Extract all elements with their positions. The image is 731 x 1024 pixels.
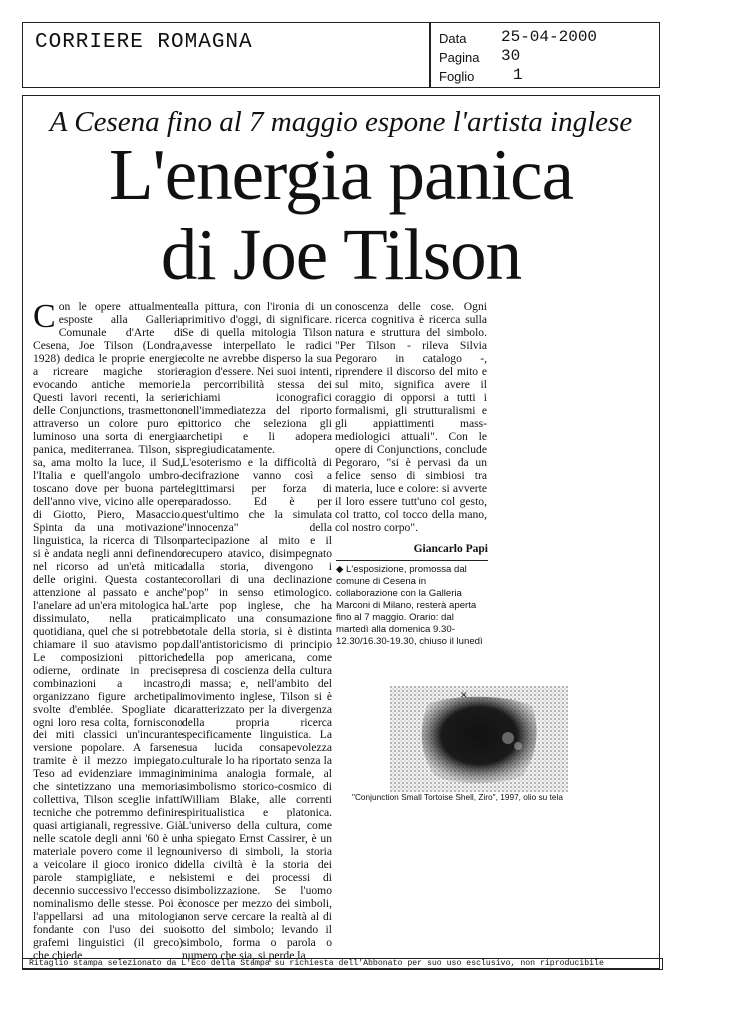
article-title-line2: di Joe Tilson: [160, 214, 522, 295]
date-label: Data: [439, 31, 467, 46]
column-3-text: conoscenza delle cose. Ogni ricerca cognitiva è ricerca sulla natura e struttura del simbolo. "Per Tilson - rileva Silvia Pegoraro in catalogo -, riprendere il discorso del mito e sul mito, significa avere il coraggio di opporsi a tutti i formalismi, gli strutturalismi e gli appiattimenti mass-mediologici attuali". Con le opere di Conjunctions, conclude Pegoraro, "si è pervasi da un felice senso di simbiosi tra materia, luce e colore: si avverte il loro essere tutt'uno col gesto, col tratto, col tocco della mano, col nostro corpo".: [335, 300, 487, 534]
artwork-image: [390, 686, 568, 792]
author-signature: Giancarlo Papi: [413, 543, 488, 555]
clipping-header: [22, 22, 660, 88]
photo-caption: "Conjunction Small Tortoise Shell, Ziro", 1997, olio su tela: [352, 792, 563, 802]
article-column-3: [335, 300, 487, 540]
sheet-label: Foglio: [439, 69, 475, 84]
article-title-line1: L'energia panica: [109, 134, 573, 215]
exhibition-note: ◆ L'esposizione, promossa dal comune di Cesena in collaborazione con la Galleria Marconi di Milano, resterà aperta fino al 7 maggio. Orario: dal martedì alla domenica 9.30-12.30/16.30-19.30, chiuso il lunedì: [336, 564, 483, 647]
column-1-text: on le opere attualmente esposte alla Galleria Comunale d'Arte di Cesena, Joe Tilson (Londra, 1928) dedica le proprie energie a ricreare magiche storie evocando antiche memorie. Questi lavori recenti, la serie delle Conjunctions, trasmettono attraverso un colore puro e luminoso una sorta di energia panica, mediterranea. Tilson, si sa, ama molto la luce, il Sud, l'Italia e quell'angolo umbro-toscano dove per buona parte dell'anno vive, vicino alle opere di Giotto, Piero, Masaccio. Spinta da una motivazione linguistica, la ricerca di Tilson si è andata negli anni definendo nel ricorso ad un'età mitica delle origini. Questa costante attenzione al passato e anche l'anelare ad un'era mitologica ha dissimulato, nella pratica quotidiana, quel che si potrebbe chiamare il suo atavismo pop. Le composizioni pittoriche odierne, ordinate in precise combinazioni a incastro, organizzano figure archetipali svolte d'emblée. Spogliate di ogni loro resa colta, forniscono dei miti classici un'incurante versione popolare. A farsene tramite è il mezzo impiegato. Teso ad evidenziare immagini che sintetizzano una memoria collettiva, Tilson sceglie infatti tecniche che potremmo definire quasi artigianali, regressive. Già nelle scatole degli anni '60 è un materiale povero come il legno a veicolare il gioco ironico di parole stampigliate, e nel decennio successivo l'eccesso di nominalismo delle stesse. Poi è l'appellarsi ad una mitologia fondante con l'uso dei suoi grafemi linguistici (il greco) che chiede: [33, 300, 183, 963]
newspaper-masthead: CORRIERE ROMAGNA: [35, 31, 253, 54]
article-column-2: [182, 300, 332, 963]
sheet-value: 1: [513, 66, 523, 84]
svg-text:✕: ✕: [460, 690, 468, 700]
note-divider: [336, 560, 488, 561]
page-label: Pagina: [439, 50, 480, 65]
article-kicker: A Cesena fino al 7 maggio espone l'artista inglese: [49, 106, 633, 138]
page-value: 30: [501, 47, 521, 65]
column-2-text: alla pittura, con l'ironia di un primitivo d'oggi, di significare. Se di quella mitologia Tilson avesse interpellato le radici colte ne avrebbe disperso la sua ragion d'essere. Nei suoi intenti, la percorribilità stessa dei richiami iconografici nell'immediatezza del riporto pittorico che seleziona gli archetipi e li adopera spregiudicatamente. L'esoterismo e la difficoltà di decifrazione vanno così a legittimarsi per forza di paradosso. Ed è per quest'ultimo che la simulata "innocenza" della partecipazione al mito e il recupero atavico, disimpegnato dalla storia, divengono i corollari di una declinazione "pop" in senso etimologico. L'arte pop inglese, che ha implicato una consumazione totale della storia, si è distinta dall'antistoricismo di principio della pop americana, come presa di coscienza della cultura di massa; e, nell'ambito del movimento inglese, Tilson si è caratterizzato per la divergenza della propria ricerca specificamente linguistica. La sua lucida consapevolezza culturale lo ha riportato senza la minima analogia formale, al simbolismo storico-cosmico di William Blake, alle correnti spiritualistica e platonica. L'universo della cultura, come ha spiegato Ernst Cassirer, è un universo di simboli, la storia della civiltà è la storia dei sistemi e dei processi di simbolizzazione. Se l'uomo conosce per mezzo dei simboli, non serve cercare la realtà al di sotto del simbolo; levando il simbolo, forma o parola o numero che sia, si perde la: [182, 300, 332, 963]
date-value: 25-04-2000: [501, 28, 598, 46]
header-divider: [429, 23, 431, 87]
clipping-footer: Ritaglio stampa selezionato da L'Eco della Stampa su richiesta dell'Abbonato per suo uso esclusivo, non riproducibile: [22, 958, 663, 970]
drop-cap: C: [33, 298, 56, 335]
artwork-photo: [390, 686, 568, 792]
article-column-1: [33, 298, 183, 963]
